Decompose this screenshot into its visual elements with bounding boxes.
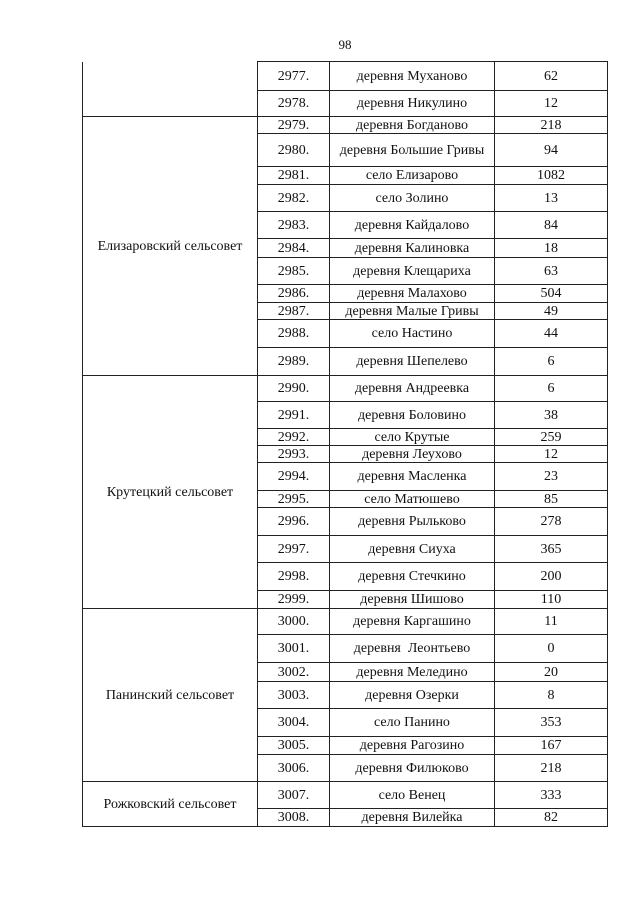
settlement-name-cell: деревня Андреевка bbox=[330, 376, 495, 402]
settlement-name-cell: деревня Озерки bbox=[330, 682, 495, 709]
settlement-number-cell: 3005. bbox=[258, 737, 330, 755]
settlement-number-cell: 2982. bbox=[258, 185, 330, 212]
population-cell: 94 bbox=[495, 134, 608, 167]
table-row bbox=[83, 62, 608, 91]
population-cell: 82 bbox=[495, 809, 608, 827]
population-cell: 62 bbox=[495, 62, 608, 91]
settlement-number-cell: 2978. bbox=[258, 91, 330, 117]
settlement-name-cell: деревня Леухово bbox=[330, 446, 495, 463]
population-cell: 200 bbox=[495, 563, 608, 591]
settlement-number-cell: 2990. bbox=[258, 376, 330, 402]
settlement-number-cell: 3002. bbox=[258, 663, 330, 682]
council-name-cell: Елизаровский сельсовет bbox=[83, 117, 258, 376]
settlement-number-cell: 2986. bbox=[258, 285, 330, 303]
settlement-number-cell: 2998. bbox=[258, 563, 330, 591]
settlement-number-cell: 2984. bbox=[258, 239, 330, 258]
settlement-name-cell: село Венец bbox=[330, 782, 495, 809]
settlement-name-cell: деревня Боловино bbox=[330, 402, 495, 429]
settlement-number-cell: 3003. bbox=[258, 682, 330, 709]
settlements-table bbox=[82, 61, 608, 827]
population-cell: 1082 bbox=[495, 167, 608, 185]
settlement-number-cell: 2980. bbox=[258, 134, 330, 167]
settlement-number-cell: 2989. bbox=[258, 348, 330, 376]
population-cell: 44 bbox=[495, 320, 608, 348]
population-cell: 6 bbox=[495, 376, 608, 402]
table-row bbox=[83, 609, 608, 635]
settlement-name-cell: деревня Масленка bbox=[330, 463, 495, 491]
population-cell: 333 bbox=[495, 782, 608, 809]
settlement-name-cell: село Настино bbox=[330, 320, 495, 348]
settlement-name-cell: деревня Никулино bbox=[330, 91, 495, 117]
page-number: 98 bbox=[338, 37, 352, 52]
population-cell: 38 bbox=[495, 402, 608, 429]
settlement-name-cell: деревня Муханово bbox=[330, 62, 495, 91]
settlement-number-cell: 2994. bbox=[258, 463, 330, 491]
settlement-name-cell: деревня Рагозино bbox=[330, 737, 495, 755]
settlement-name-cell: деревня Богданово bbox=[330, 117, 495, 134]
settlement-name-cell: деревня Малые Гривы bbox=[330, 303, 495, 320]
settlement-name-cell: деревня Рыльково bbox=[330, 508, 495, 536]
settlement-name-cell: деревня Сиуха bbox=[330, 536, 495, 563]
population-cell: 504 bbox=[495, 285, 608, 303]
settlement-number-cell: 2985. bbox=[258, 258, 330, 285]
settlement-number-cell: 2992. bbox=[258, 429, 330, 446]
settlement-name-cell: деревня Меледино bbox=[330, 663, 495, 682]
settlement-name-cell: деревня Малахово bbox=[330, 285, 495, 303]
population-cell: 63 bbox=[495, 258, 608, 285]
table-row bbox=[83, 782, 608, 809]
settlement-number-cell: 3007. bbox=[258, 782, 330, 809]
settlement-name-cell: деревня Филюково bbox=[330, 755, 495, 782]
settlement-name-cell: село Крутые bbox=[330, 429, 495, 446]
population-cell: 259 bbox=[495, 429, 608, 446]
population-cell: 84 bbox=[495, 212, 608, 239]
settlement-number-cell: 2999. bbox=[258, 591, 330, 609]
population-cell: 167 bbox=[495, 737, 608, 755]
settlement-number-cell: 3000. bbox=[258, 609, 330, 635]
council-name-cell bbox=[83, 62, 258, 117]
settlement-name-cell: деревня Вилейка bbox=[330, 809, 495, 827]
settlement-name-cell: деревня Леонтьево bbox=[330, 635, 495, 663]
population-cell: 110 bbox=[495, 591, 608, 609]
settlement-name-cell: деревня Каргашино bbox=[330, 609, 495, 635]
population-cell: 23 bbox=[495, 463, 608, 491]
settlements-table-body bbox=[83, 62, 608, 827]
settlement-name-cell: деревня Калиновка bbox=[330, 239, 495, 258]
population-cell: 218 bbox=[495, 755, 608, 782]
population-cell: 365 bbox=[495, 536, 608, 563]
population-cell: 278 bbox=[495, 508, 608, 536]
settlement-number-cell: 2988. bbox=[258, 320, 330, 348]
settlement-number-cell: 2981. bbox=[258, 167, 330, 185]
settlement-name-cell: село Золино bbox=[330, 185, 495, 212]
settlement-name-cell: село Елизарово bbox=[330, 167, 495, 185]
settlement-number-cell: 2979. bbox=[258, 117, 330, 134]
settlement-name-cell: село Панино bbox=[330, 709, 495, 737]
population-cell: 18 bbox=[495, 239, 608, 258]
settlement-number-cell: 2996. bbox=[258, 508, 330, 536]
population-cell: 12 bbox=[495, 446, 608, 463]
population-cell: 353 bbox=[495, 709, 608, 737]
population-cell: 11 bbox=[495, 609, 608, 635]
population-cell: 20 bbox=[495, 663, 608, 682]
settlement-number-cell: 2991. bbox=[258, 402, 330, 429]
population-cell: 8 bbox=[495, 682, 608, 709]
settlement-number-cell: 2983. bbox=[258, 212, 330, 239]
council-name-cell: Крутецкий сельсовет bbox=[83, 376, 258, 609]
population-cell: 0 bbox=[495, 635, 608, 663]
settlement-name-cell: деревня Стечкино bbox=[330, 563, 495, 591]
council-name-cell: Рожковский сельсовет bbox=[83, 782, 258, 827]
settlement-name-cell: село Матюшево bbox=[330, 491, 495, 508]
settlement-number-cell: 2995. bbox=[258, 491, 330, 508]
settlement-name-cell: деревня Кайдалово bbox=[330, 212, 495, 239]
council-name-cell: Панинский сельсовет bbox=[83, 609, 258, 782]
settlement-number-cell: 3006. bbox=[258, 755, 330, 782]
settlement-number-cell: 2993. bbox=[258, 446, 330, 463]
settlement-number-cell: 3001. bbox=[258, 635, 330, 663]
settlement-name-cell: деревня Шепелево bbox=[330, 348, 495, 376]
population-cell: 6 bbox=[495, 348, 608, 376]
population-cell: 49 bbox=[495, 303, 608, 320]
population-cell: 12 bbox=[495, 91, 608, 117]
table-row bbox=[83, 117, 608, 134]
settlement-name-cell: деревня Клещариха bbox=[330, 258, 495, 285]
table-row bbox=[83, 376, 608, 402]
population-cell: 13 bbox=[495, 185, 608, 212]
settlement-number-cell: 2997. bbox=[258, 536, 330, 563]
settlement-name-cell: деревня Большие Гривы bbox=[330, 134, 495, 167]
settlement-number-cell: 2987. bbox=[258, 303, 330, 320]
population-cell: 85 bbox=[495, 491, 608, 508]
settlement-number-cell: 3008. bbox=[258, 809, 330, 827]
settlement-number-cell: 2977. bbox=[258, 62, 330, 91]
settlement-number-cell: 3004. bbox=[258, 709, 330, 737]
population-cell: 218 bbox=[495, 117, 608, 134]
settlement-name-cell: деревня Шишово bbox=[330, 591, 495, 609]
